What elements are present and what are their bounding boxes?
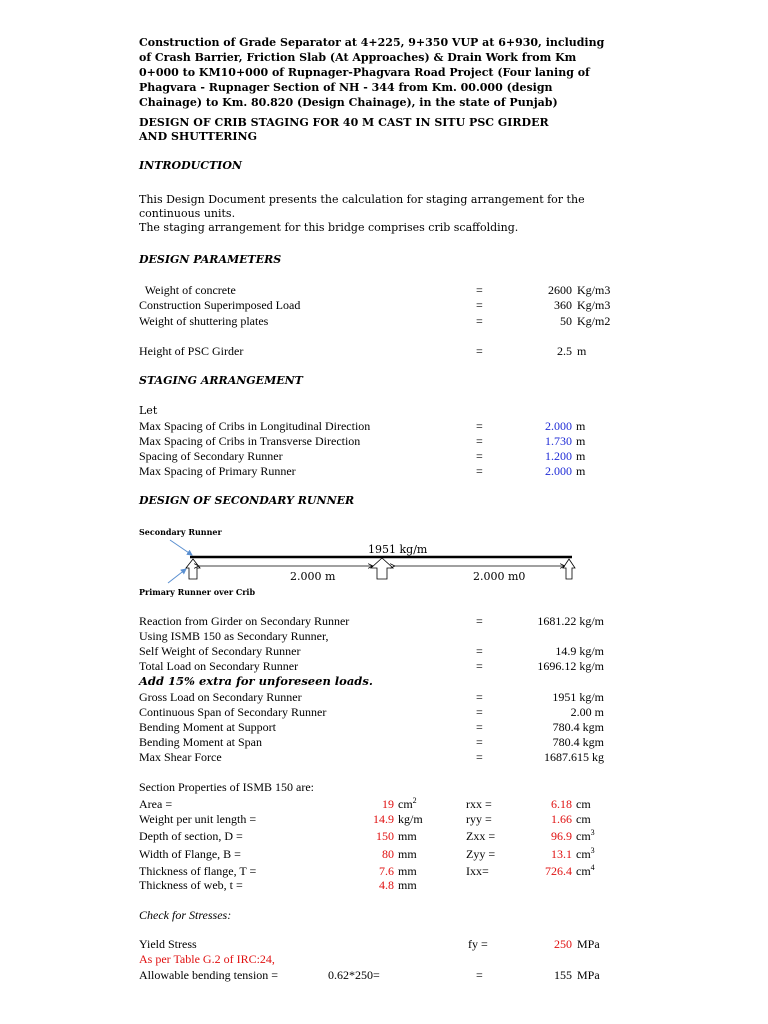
runner-value: 1687.615 kg <box>544 750 604 764</box>
section-prop-unit-text: cm <box>398 797 413 811</box>
staging-unit: m <box>576 434 586 448</box>
section-prop-unit-2-text: cm <box>576 864 591 878</box>
staging-value: 2.000 <box>545 419 572 433</box>
diagram-span-2: 2.000 m0 <box>473 570 526 583</box>
runner-label: Gross Load on Secondary Runner <box>139 690 302 704</box>
section-prop-value: 7.6 <box>379 864 394 878</box>
design-parameters-heading: DESIGN PARAMETERS <box>139 253 282 266</box>
section-prop-unit-text: mm <box>398 829 417 843</box>
section-prop-unit-text: kg/m <box>398 812 423 826</box>
dp-unit: m <box>577 344 587 358</box>
pointer-arrow-secondary <box>170 540 192 555</box>
section-prop-unit-2-text: cm <box>576 797 591 811</box>
runner-equals: = <box>476 720 483 734</box>
staging-unit: m <box>576 449 586 463</box>
dp-value: 2600 <box>548 283 572 297</box>
support-arrow-left <box>186 559 200 579</box>
reference-note: As per Table G.2 of IRC:24, <box>139 952 275 966</box>
section-prop-unit-2 <box>576 812 591 827</box>
dp-value: 50 <box>560 314 572 328</box>
fy-label: fy = <box>468 937 488 951</box>
staging-label: Max Spacing of Cribs in Longitudinal Direction <box>139 419 371 433</box>
yield-stress-label: Yield Stress <box>139 937 197 951</box>
staging-equals: = <box>476 434 483 448</box>
staging-equals: = <box>476 464 483 478</box>
dp-label: Height of PSC Girder <box>139 344 244 358</box>
staging-equals: = <box>476 419 483 433</box>
staging-unit: m <box>576 464 586 478</box>
runner-equals: = <box>476 659 483 673</box>
section-prop-label-2: Zxx = <box>466 829 496 843</box>
allowable-value: 155 <box>554 968 572 982</box>
section-prop-label: Width of Flange, B = <box>139 847 241 861</box>
section-prop-unit-text: mm <box>398 878 417 892</box>
section-prop-unit-2 <box>576 797 591 812</box>
document-title: Construction of Grade Separator at 4+225, 9+350 VUP at 6+930, including of Crash Barrier, Friction Slab (At Approaches) & Drain Work from Km 0+000 to KM10+000 of Rupnager-Phagvara Road Project (Four laning of Phagvara - Rupnager Section of NH - 344 from Km. 00.000 (design Chainage) to Km. 80.820 (Design Chainage), in the state of Punjab) <box>139 36 605 109</box>
runner-value: 2.00 m <box>570 705 604 719</box>
dp-label: Construction Superimposed Load <box>139 298 301 312</box>
runner-label: Self Weight of Secondary Runner <box>139 644 301 658</box>
section-prop-unit <box>398 847 417 862</box>
diagram-load-label: 1951 kg/m <box>368 543 428 556</box>
document-subtitle: DESIGN OF CRIB STAGING FOR 40 M CAST IN SITU PSC GIRDER AND SHUTTERING <box>139 116 549 143</box>
runner-label: Reaction from Girder on Secondary Runner <box>139 614 350 628</box>
introduction-para-1: This Design Document presents the calculation for staging arrangement for the continuous units. <box>139 193 585 220</box>
staging-let: Let <box>139 404 158 417</box>
allowable-eq: = <box>476 968 483 982</box>
section-prop-label-2: Zyy = <box>466 847 496 861</box>
section-prop-unit-2-text: cm <box>576 847 591 861</box>
runner-value: 780.4 kgm <box>552 720 604 734</box>
allowable-formula: 0.62*250= <box>328 968 380 982</box>
runner-equals: = <box>476 690 483 704</box>
section-prop-unit <box>398 829 417 844</box>
section-prop-unit-text: mm <box>398 864 417 878</box>
section-prop-value: 150 <box>376 829 394 843</box>
dp-unit: Kg/m3 <box>577 298 611 312</box>
staging-label: Max Spacing of Cribs in Transverse Direction <box>139 434 361 448</box>
section-prop-unit-2 <box>576 829 595 844</box>
pointer-arrow-primary <box>168 569 186 583</box>
section-prop-value: 80 <box>382 847 394 861</box>
staging-label: Max Spacing of Primary Runner <box>139 464 296 478</box>
section-prop-label: Thickness of web, t = <box>139 878 243 892</box>
section-prop-label-2: rxx = <box>466 797 492 811</box>
section-prop-unit-2 <box>576 847 595 862</box>
diagram-label-primary: Primary Runner over Crib <box>139 587 256 597</box>
runner-label: Total Load on Secondary Runner <box>139 659 299 673</box>
section-prop-unit-2 <box>576 864 595 879</box>
diagram-label-secondary: Secondary Runner <box>139 527 222 537</box>
runner-equals: = <box>476 644 483 658</box>
diagram-span-1: 2.000 m <box>290 570 336 583</box>
section-prop-value-2: 6.18 <box>551 797 572 811</box>
staging-heading: STAGING ARRANGEMENT <box>139 374 303 387</box>
section-prop-unit <box>398 812 423 827</box>
allowable-unit: MPa <box>577 968 600 982</box>
staging-unit: m <box>576 419 586 433</box>
dp-value: 2.5 <box>557 344 572 358</box>
dp-equals: = <box>476 314 483 328</box>
fy-unit: MPa <box>577 937 600 951</box>
section-prop-label: Depth of section, D = <box>139 829 243 843</box>
extra-load-note: Add 15% extra for unforeseen loads. <box>139 674 373 688</box>
runner-label: Continuous Span of Secondary Runner <box>139 705 327 719</box>
runner-value: 780.4 kgm <box>552 735 604 749</box>
beam-diagram <box>150 535 590 585</box>
runner-label: Using ISMB 150 as Secondary Runner, <box>139 629 329 643</box>
runner-equals: = <box>476 705 483 719</box>
staging-value: 2.000 <box>545 464 572 478</box>
section-prop-unit-text: mm <box>398 847 417 861</box>
staging-label: Spacing of Secondary Runner <box>139 449 283 463</box>
dp-unit: Kg/m3 <box>577 283 611 297</box>
dp-label: Weight of concrete <box>139 283 236 297</box>
section-properties-heading: Section Properties of ISMB 150 are: <box>139 780 314 794</box>
runner-label: Max Shear Force <box>139 750 222 764</box>
section-prop-unit-2-text: cm <box>576 812 591 826</box>
staging-value: 1.200 <box>545 449 572 463</box>
dp-unit: Kg/m2 <box>577 314 611 328</box>
support-arrow-middle <box>371 558 393 579</box>
section-prop-unit-2-text: cm <box>576 829 591 843</box>
section-prop-value: 14.9 <box>373 812 394 826</box>
section-prop-value-2: 1.66 <box>551 812 572 826</box>
section-prop-unit <box>398 864 417 879</box>
runner-equals: = <box>476 614 483 628</box>
section-prop-value: 4.8 <box>379 878 394 892</box>
section-prop-label-2: ryy = <box>466 812 492 826</box>
dp-label: Weight of shuttering plates <box>139 314 269 328</box>
dp-equals: = <box>476 298 483 312</box>
secondary-runner-heading: DESIGN OF SECONDARY RUNNER <box>139 494 355 507</box>
section-prop-value-2: 13.1 <box>551 847 572 861</box>
runner-equals: = <box>476 750 483 764</box>
runner-label: Bending Moment at Support <box>139 720 276 734</box>
dp-equals: = <box>476 344 483 358</box>
runner-value: 1951 kg/m <box>552 690 604 704</box>
section-prop-unit-2-exponent: 4 <box>590 863 595 872</box>
runner-label: Bending Moment at Span <box>139 735 262 749</box>
dp-value: 360 <box>554 298 572 312</box>
section-prop-unit <box>398 797 417 812</box>
section-prop-label-2: Ixx= <box>466 864 489 878</box>
support-arrow-right <box>563 559 575 579</box>
section-prop-value: 19 <box>382 797 394 811</box>
section-prop-unit-2-exponent: 3 <box>590 828 595 837</box>
introduction-para-2: The staging arrangement for this bridge comprises crib scaffolding. <box>139 221 519 234</box>
runner-equals: = <box>476 735 483 749</box>
section-prop-unit <box>398 878 417 893</box>
section-prop-unit-exponent: 2 <box>412 796 417 805</box>
fy-value: 250 <box>554 937 572 951</box>
stresses-heading: Check for Stresses: <box>139 908 232 922</box>
section-prop-label: Weight per unit length = <box>139 812 257 826</box>
staging-value: 1.730 <box>545 434 572 448</box>
runner-value: 1696.12 kg/m <box>537 659 604 673</box>
dp-equals: = <box>476 283 483 297</box>
section-prop-label: Area = <box>139 797 173 811</box>
runner-value: 14.9 kg/m <box>555 644 604 658</box>
section-prop-value-2: 726.4 <box>545 864 572 878</box>
section-prop-value-2: 96.9 <box>551 829 572 843</box>
section-prop-unit-2-exponent: 3 <box>590 846 595 855</box>
allowable-tension-label: Allowable bending tension = <box>139 968 279 982</box>
staging-equals: = <box>476 449 483 463</box>
section-prop-label: Thickness of flange, T = <box>139 864 257 878</box>
introduction-heading: INTRODUCTION <box>139 159 242 172</box>
runner-value: 1681.22 kg/m <box>537 614 604 628</box>
